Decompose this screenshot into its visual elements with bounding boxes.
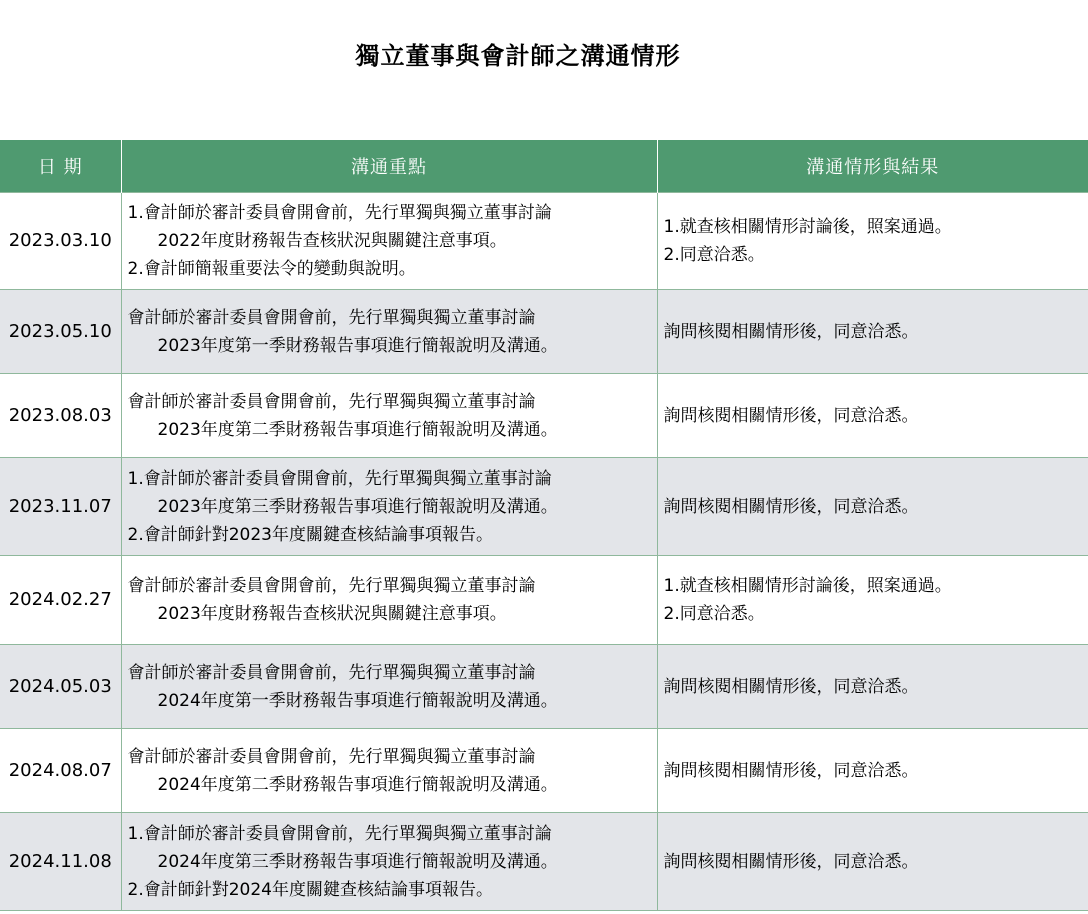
date-cell: 2023.03.10 — [0, 193, 121, 290]
result-cell — [657, 374, 1088, 458]
points-line: 2022年度財務報告查核狀況與關鍵注意事項。 — [157, 231, 507, 251]
date-cell: 2023.05.10 — [0, 290, 121, 374]
points-cell — [121, 556, 657, 645]
table-row — [0, 729, 1088, 813]
date-cell: 2023.11.07 — [0, 458, 121, 556]
points-cell — [121, 193, 657, 290]
table-row — [0, 813, 1088, 911]
points-line: 2023年度第二季財務報告事項進行簡報說明及溝通。 — [157, 419, 558, 440]
points-cell — [121, 374, 657, 458]
result-cell — [657, 556, 1088, 645]
result-cell — [657, 193, 1088, 290]
table-row — [0, 374, 1088, 458]
result-line: 詢問核閱相關情形後，同意洽悉。 — [663, 676, 919, 697]
points-line: 會計師於審計委員會開會前，先行單獨與獨立董事討論 — [127, 391, 536, 412]
page-title: 獨立董事與會計師之溝通情形 — [355, 42, 681, 70]
points-line: 會計師於審計委員會開會前，先行單獨與獨立董事討論 — [127, 662, 536, 683]
points-cell — [121, 729, 657, 813]
points-cell — [121, 458, 657, 556]
result-cell — [657, 729, 1088, 813]
result-cell — [657, 645, 1088, 729]
result-line: 詢問核閱相關情形後，同意洽悉。 — [663, 405, 919, 426]
date-cell: 2024.02.27 — [0, 556, 121, 645]
result-cell — [657, 290, 1088, 374]
points-line: 2023年度第三季財務報告事項進行簡報說明及溝通。 — [157, 496, 558, 517]
result-line: 1.就查核相關情形討論後，照案通過。 — [663, 217, 952, 237]
table-row — [0, 290, 1088, 374]
points-line: 2.會計師簡報重要法令的變動與說明。 — [127, 259, 416, 279]
points-line: 2023年度財務報告查核狀況與關鍵注意事項。 — [157, 604, 507, 624]
points-line: 2023年度第一季財務報告事項進行簡報說明及溝通。 — [157, 335, 558, 356]
result-line: 2.同意洽悉。 — [663, 604, 765, 624]
points-cell — [121, 813, 657, 911]
result-cell — [657, 458, 1088, 556]
points-line: 2024年度第一季財務報告事項進行簡報說明及溝通。 — [157, 690, 558, 711]
header-result: 溝通情形與結果 — [657, 140, 1088, 193]
table-row — [0, 645, 1088, 729]
points-line: 會計師於審計委員會開會前，先行單獨與獨立董事討論 — [127, 576, 536, 596]
points-line: 2.會計師針對2023年度關鍵查核結論事項報告。 — [127, 524, 493, 545]
result-line: 詢問核閱相關情形後，同意洽悉。 — [663, 851, 919, 872]
points-line: 1.會計師於審計委員會開會前，先行單獨與獨立董事討論 — [127, 203, 552, 223]
points-line: 會計師於審計委員會開會前，先行單獨與獨立董事討論 — [127, 746, 536, 767]
points-cell — [121, 645, 657, 729]
result-line: 1.就查核相關情形討論後，照案通過。 — [663, 576, 952, 596]
date-cell: 2023.08.03 — [0, 374, 121, 458]
table-header-row — [0, 140, 1088, 193]
result-cell — [657, 813, 1088, 911]
result-line: 詢問核閱相關情形後，同意洽悉。 — [663, 496, 919, 517]
table-row — [0, 556, 1088, 645]
points-line: 1.會計師於審計委員會開會前，先行單獨與獨立董事討論 — [127, 468, 552, 489]
table-row — [0, 458, 1088, 556]
header-date: 日 期 — [0, 140, 121, 193]
date-cell: 2024.05.03 — [0, 645, 121, 729]
result-line: 詢問核閱相關情形後，同意洽悉。 — [663, 760, 919, 781]
result-line: 2.同意洽悉。 — [663, 245, 765, 265]
points-line: 會計師於審計委員會開會前，先行單獨與獨立董事討論 — [127, 307, 536, 328]
points-line: 2024年度第二季財務報告事項進行簡報說明及溝通。 — [157, 774, 558, 795]
table-row — [0, 193, 1088, 290]
header-points: 溝通重點 — [121, 140, 657, 193]
points-line: 2024年度第三季財務報告事項進行簡報說明及溝通。 — [157, 851, 558, 872]
communication-table — [0, 140, 1088, 911]
points-cell — [121, 290, 657, 374]
date-cell: 2024.11.08 — [0, 813, 121, 911]
date-cell: 2024.08.07 — [0, 729, 121, 813]
points-line: 2.會計師針對2024年度關鍵查核結論事項報告。 — [127, 879, 493, 900]
result-line: 詢問核閱相關情形後，同意洽悉。 — [663, 321, 919, 342]
points-line: 1.會計師於審計委員會開會前，先行單獨與獨立董事討論 — [127, 823, 552, 844]
